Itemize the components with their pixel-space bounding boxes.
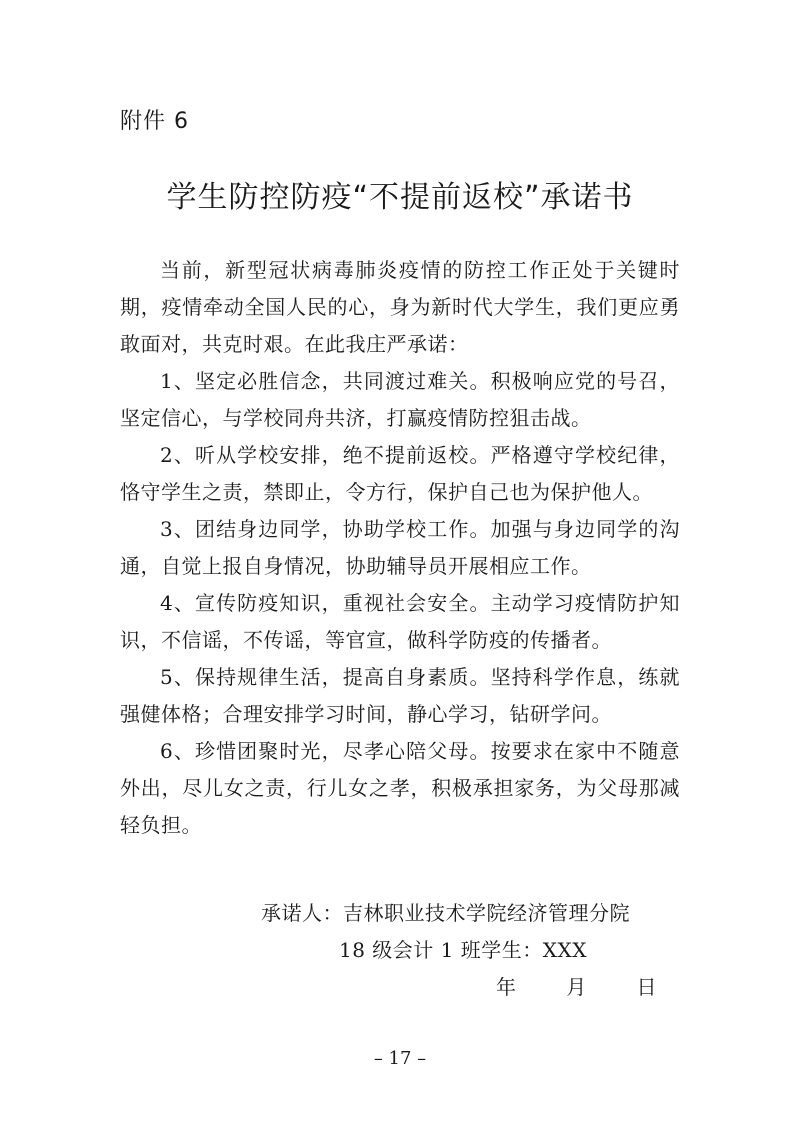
attachment-label: 附件 6 <box>120 109 189 134</box>
signature-date <box>496 971 657 1000</box>
date-year: 年 <box>496 975 517 999</box>
document-title: 学生防控防疫“不提前返校”承诺书 <box>166 180 634 215</box>
pledge-item-6: 6、珍惜团聚时光，尽孝心陪父母。按要求在家中不随意外出，尽儿女之责，行儿女之孝，积极承担家务，为父母那减轻负担。 <box>120 739 680 837</box>
page-number: – 17 – <box>373 1048 427 1069</box>
date-month: 月 <box>566 975 587 999</box>
intro-paragraph: 当前，新型冠状病毒肺炎疫情的防控工作正处于关键时期，疫情牵动全国人民的心，身为新时代大学生，我们更应勇敢面对，共克时艰。在此我庄严承诺： <box>120 258 680 356</box>
pledge-item-4: 4、宣传防疫知识，重视社会安全。主动学习疫情防护知识，不信谣，不传谣，等官宣，做科学防疫的传播者。 <box>120 591 680 652</box>
signature-class-student: 18 级会计 1 班学生：XXX <box>339 938 587 962</box>
date-day: 日 <box>636 975 657 999</box>
document-body <box>120 252 680 844</box>
signature-promiser: 承诺人：吉林职业技术学院经济管理分院 <box>261 901 630 925</box>
pledge-item-2: 2、听从学校安排，绝不提前返校。严格遵守学校纪律，恪守学生之责，禁即止，令方行，保护自己也为保护他人。 <box>120 443 680 504</box>
pledge-item-5: 5、保持规律生活，提高自身素质。坚持科学作息，练就强健体格；合理安排学习时间，静心学习，钻研学问。 <box>120 665 680 726</box>
pledge-item-1: 1、坚定必胜信念，共同渡过难关。积极响应党的号召，坚定信心，与学校同舟共济，打赢疫情防控狙击战。 <box>120 369 680 430</box>
pledge-item-3: 3、团结身边同学，协助学校工作。加强与身边同学的沟通，自觉上报自身情况，协助辅导员开展相应工作。 <box>120 517 680 578</box>
